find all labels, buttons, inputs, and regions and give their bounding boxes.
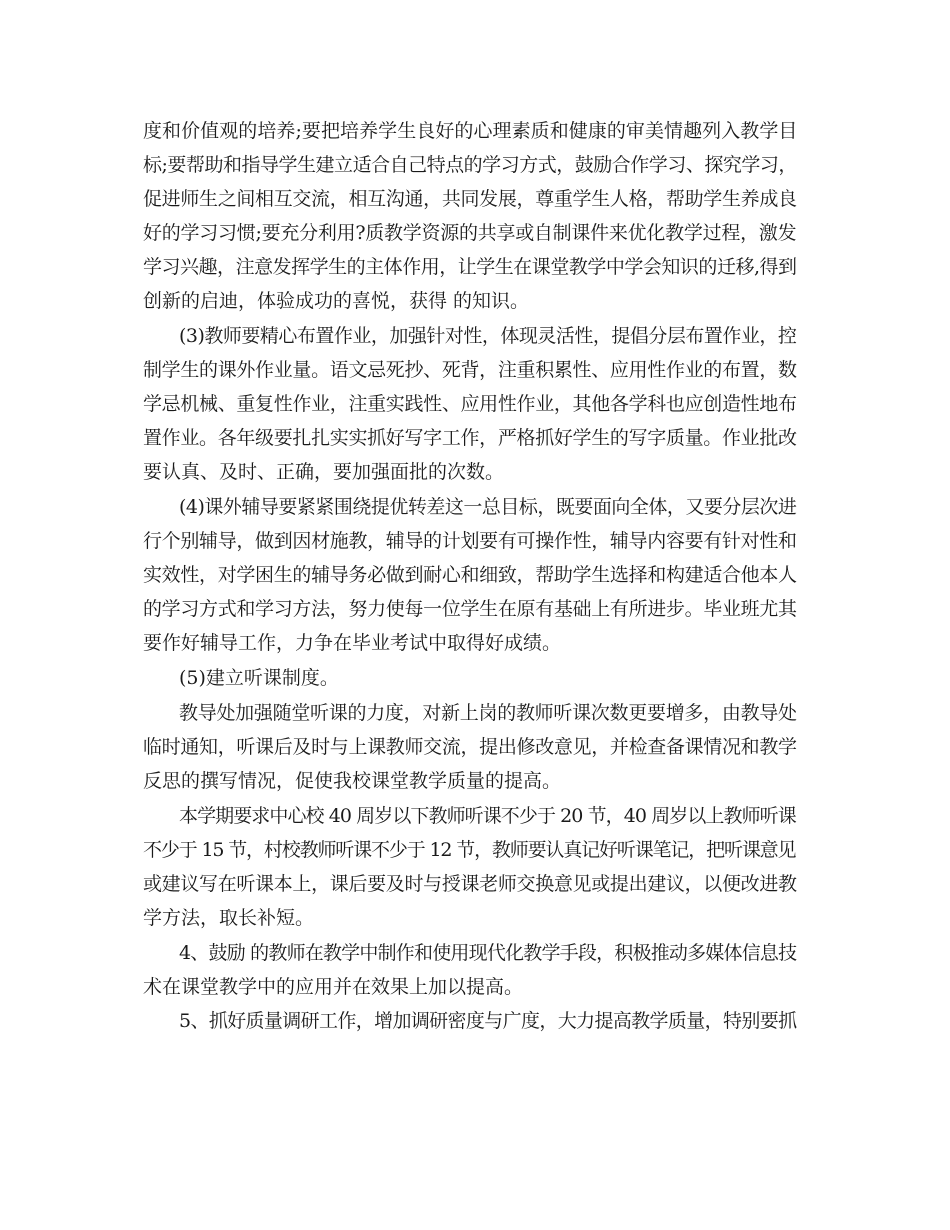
text-line: 制学生的课外作业量。语文忌死抄、死背，注重积累性、应用性作业的布置，数	[143, 359, 797, 381]
text-line: 术在课堂教学中的应用并在效果上加以提高。	[143, 976, 524, 998]
text-line: 学习兴趣，注意发挥学生的主体作用，让学生在课堂教学中学会知识的迁移,得到	[143, 256, 797, 278]
text-line: 好的学习习惯;要充分利用?质教学资源的共享或自制课件来优化教学过程，激发	[143, 222, 797, 244]
text-line: 5、抓好质量调研工作，增加调研密度与广度，大力提高教学质量，特别要抓	[179, 1010, 797, 1032]
text-line: 4、鼓励 的教师在教学中制作和使用现代化教学手段，积极推动多媒体信息技	[179, 942, 797, 964]
text-line: 反思的撰写情况，促使我校课堂教学质量的提高。	[143, 770, 562, 792]
text-line: 实效性，对学困生的辅导务必做到耐心和细致，帮助学生选择和构建适合他本人	[143, 564, 797, 586]
text-line: 不少于 15 节，村校教师听课不少于 12 节，教师要认真记好听课笔记，把听课意见	[143, 839, 796, 861]
text-line: 创新的启迪，体验成功的喜悦，获得 的知识。	[143, 290, 530, 312]
text-line: 行个别辅导，做到因材施教，辅导的计划要有可操作性，辅导内容要有针对性和	[143, 530, 797, 552]
text-line: 教导处加强随堂听课的力度，对新上岗的教师听课次数更要增多，由教导处	[179, 702, 797, 724]
text-line: 要认真、及时、正确，要加强面批的次数。	[143, 461, 505, 483]
text-line: 标;要帮助和指导学生建立适合自己特点的学习方式，鼓励合作学习、探究学习，	[143, 154, 797, 176]
text-line: 的学习方式和学习方法，努力使每一位学生在原有基础上有所进步。毕业班尤其	[143, 598, 797, 620]
text-line: 学方法，取长补短。	[143, 907, 315, 929]
text-line: 或建议写在听课本上，课后要及时与授课老师交换意见或提出建议，以便改进教	[143, 873, 797, 895]
text-line: 临时通知，听课后及时与上课教师交流，提出修改意见，并检查备课情况和教学	[143, 736, 797, 758]
text-line: (3)教师要精心布置作业，加强针对性，体现灵活性，提倡分层布置作业，控	[179, 325, 797, 347]
text-line: 本学期要求中心校 40 周岁以下教师听课不少于 20 节，40 周岁以上教师听课	[179, 805, 796, 827]
text-line: 促进师生之间相互交流，相互沟通，共同发展，尊重学生人格，帮助学生养成良	[143, 188, 797, 210]
text-line: 要作好辅导工作，力争在毕业考试中取得好成绩。	[143, 632, 562, 654]
text-line: 学忌机械、重复性作业，注重实践性、应用性作业，其他各学科也应创造性地布	[143, 393, 797, 415]
text-line: (5)建立听课制度。	[179, 667, 339, 689]
text-line: 置作业。各年级要扎扎实实抓好写字工作，严格抓好学生的写字质量。作业批改	[143, 427, 797, 449]
text-line: 度和价值观的培养;要把培养学生良好的心理素质和健康的审美情趣列入教学目	[143, 120, 798, 142]
text-line: (4)课外辅导要紧紧围绕提优转差这一总目标，既要面向全体，又要分层次进	[179, 496, 797, 518]
